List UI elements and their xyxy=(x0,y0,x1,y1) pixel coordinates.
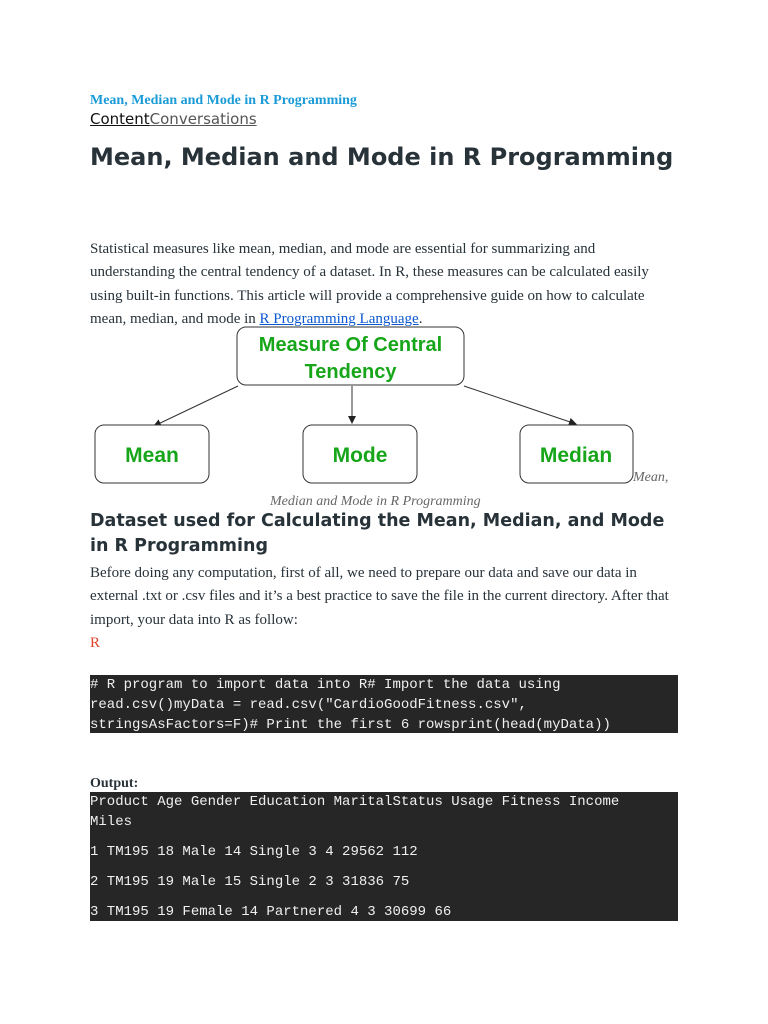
output-header-line1: Product Age Gender Education MaritalStatus Usage Fitness Income xyxy=(90,794,620,810)
code-line: # R program to import data into R# Import the data using xyxy=(90,677,561,693)
output-row: 3 TM195 19 Female 14 Partnered 4 3 30699 66 xyxy=(90,904,452,920)
code-language-label: R xyxy=(90,635,101,651)
mean-node-label: Mean xyxy=(125,444,179,467)
output-row: 2 TM195 19 Male 15 Single 2 3 31836 75 xyxy=(90,874,410,890)
output-row: 1 TM195 18 Male 14 Single 3 4 29562 112 xyxy=(90,844,418,860)
intro-end: . xyxy=(418,310,423,327)
median-node-label: Median xyxy=(539,444,613,467)
arrow-to-mean xyxy=(154,386,238,426)
tab-conversations[interactable]: Conversations xyxy=(149,110,257,128)
section-heading: Dataset used for Calculating the Mean, Median, and Mode in R Programming xyxy=(90,511,665,556)
r-language-link[interactable]: R Programming Language xyxy=(259,310,419,327)
code-block xyxy=(90,675,678,733)
breadcrumb-link[interactable]: Mean, Median and Mode in R Programming xyxy=(90,93,357,108)
tab-bar xyxy=(90,110,257,128)
arrow-to-median xyxy=(464,386,576,424)
intro-text: Statistical measures like mean, median, and mode are essential for summarizing and understanding the central tendency of a dataset. In R, these measures can be calculated easily using built-in functions. This article will provide a comprehensive guide on how to calculate mean, median, and mode in xyxy=(90,241,649,327)
code-line: stringsAsFactors=F)# Print the first 6 rowsprint(head(myData)) xyxy=(90,717,611,733)
mode-node-label: Mode xyxy=(332,444,388,467)
root-node-line2: Tendency xyxy=(304,361,397,383)
page-title: Mean, Median and Mode in R Programming xyxy=(90,143,674,171)
section-paragraph: Before doing any computation, first of all, we need to prepare our data and save our data in external .txt or .csv files and it’s a best practice to save the file in the current directory. After that import, your data into R as follow: xyxy=(90,565,669,628)
image-caption-start: Mean, xyxy=(633,470,669,485)
root-node-line1: Measure Of Central xyxy=(258,334,443,356)
image-caption-end: Median and Mode in R Programming xyxy=(270,494,481,509)
tab-content[interactable]: Content xyxy=(90,110,150,128)
output-header-line2: Miles xyxy=(90,814,133,830)
code-line: read.csv()myData = read.csv("CardioGoodFitness.csv", xyxy=(90,697,527,713)
central-tendency-diagram xyxy=(90,325,678,490)
output-label: Output: xyxy=(90,776,139,791)
output-block xyxy=(90,792,678,921)
intro-paragraph xyxy=(90,238,680,331)
